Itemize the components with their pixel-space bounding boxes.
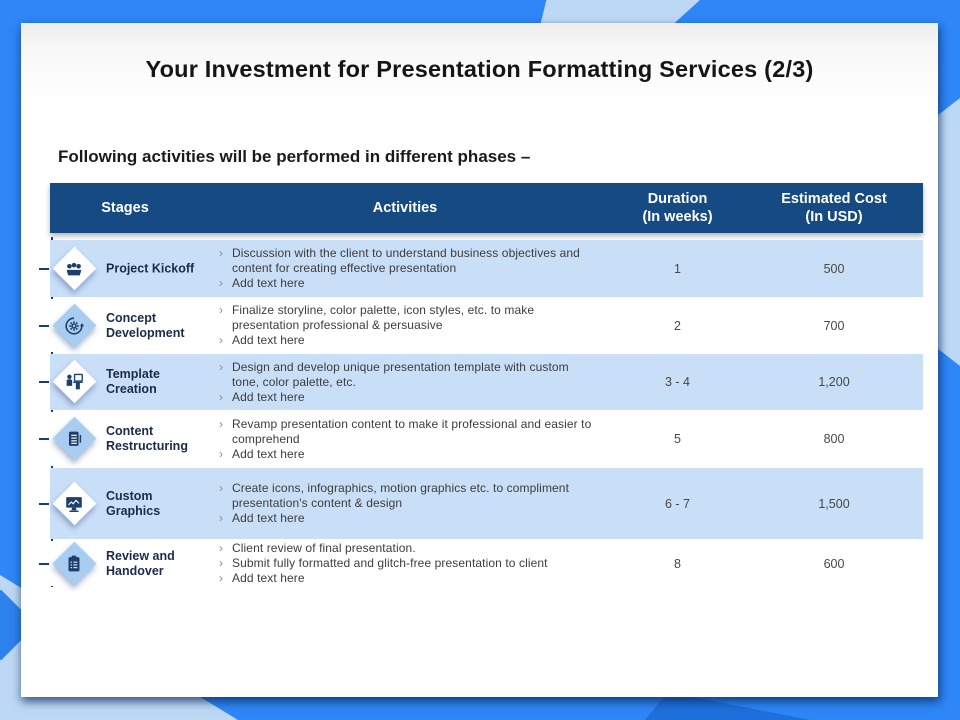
header-stages: Stages [101,200,149,216]
activity-item: › Revamp presentation content to make it professional and easier to comprehend [218,416,592,446]
table-row [50,412,923,466]
activity-item: › Submit fully formatted and glitch-free presentation to client [218,556,548,570]
stage-cell [50,412,200,466]
timeline-tick [39,563,49,565]
activity-item: › Add text here [218,511,305,525]
activity-item: › Design and develop unique presentation template with custom tone, color palette, etc. [218,359,569,389]
header-activities: Activities [372,200,438,216]
stage-label: Concept Development [106,310,185,340]
activities-list [200,360,595,405]
cost-value: 500 [823,261,845,276]
activity-item: › Add text here [218,276,305,290]
cost-value: 1,200 [818,375,850,389]
header-duration: Duration (In weeks) [642,191,713,225]
monitor-graphics-icon [63,493,85,515]
activities-list [200,246,595,291]
duration-value: 8 [674,556,681,571]
stage-label: Project Kickoff [106,261,195,275]
document-icon [63,428,85,450]
activity-item: › Discussion with the client to understand business objectives and content for creating effective presentation [218,246,580,275]
stage-label: Review and Handover [106,548,175,578]
activities-list [200,541,595,586]
stage-cell [50,468,200,539]
activity-item: › Client review of final presentation. [218,541,416,555]
cost-value: 800 [823,432,845,446]
process-gear-icon [63,315,85,337]
stage-cell [50,240,200,297]
designer-at-desk-icon [63,371,85,393]
stage-cell [50,354,200,410]
activity-item: › Finalize storyline, color palette, icon styles, etc. to make presentation professional & persuasive [218,303,535,332]
activity-item: › Create icons, infographics, motion graphics etc. to compliment presentation's content & design [218,481,570,510]
activity-item: › Add text here [218,333,305,347]
clipboard-checklist-icon [63,553,85,575]
phases-table [50,183,923,588]
timeline-tick [39,268,49,270]
duration-value: 1 [674,261,681,276]
stage-cell [50,541,200,586]
stage-label: Content Restructuring [106,424,188,453]
timeline-tick [39,325,49,327]
cost-value: 700 [823,318,845,333]
duration-value: 2 [674,318,681,333]
timeline-tick [39,438,49,440]
cost-value: 600 [823,556,845,571]
stage-label: Template Creation [106,367,160,396]
stage-label: Custom Graphics [106,488,161,518]
activity-item: › Add text here [218,389,305,404]
activities-list [200,303,595,348]
table-body [50,240,923,586]
table-row [50,468,923,539]
header-estimated-cost: Estimated Cost (In USD) [781,191,887,225]
activities-list [200,417,595,462]
table-row [50,541,923,586]
right-pale-accent-shape [936,98,960,366]
timeline-tick [39,381,49,383]
duration-value: 5 [674,432,681,446]
slide-subtitle: Following activities will be performed in different phases – [58,147,531,166]
table-row [50,299,923,352]
activity-item: › Add text here [218,571,305,585]
activities-list [200,481,595,526]
table-header-row [50,183,923,233]
activity-item: › Add text here [218,446,305,461]
page-title: Your Investment for Presentation Formatting Services (2/3) [145,56,814,82]
slide-card [21,23,938,697]
table-row [50,240,923,297]
duration-value: 6 - 7 [664,496,690,511]
duration-value: 3 - 4 [664,375,690,389]
table-row [50,354,923,410]
cost-value: 1,500 [818,496,850,511]
timeline-tick [39,503,49,505]
audience-icon [63,258,85,280]
stage-cell [50,299,200,352]
